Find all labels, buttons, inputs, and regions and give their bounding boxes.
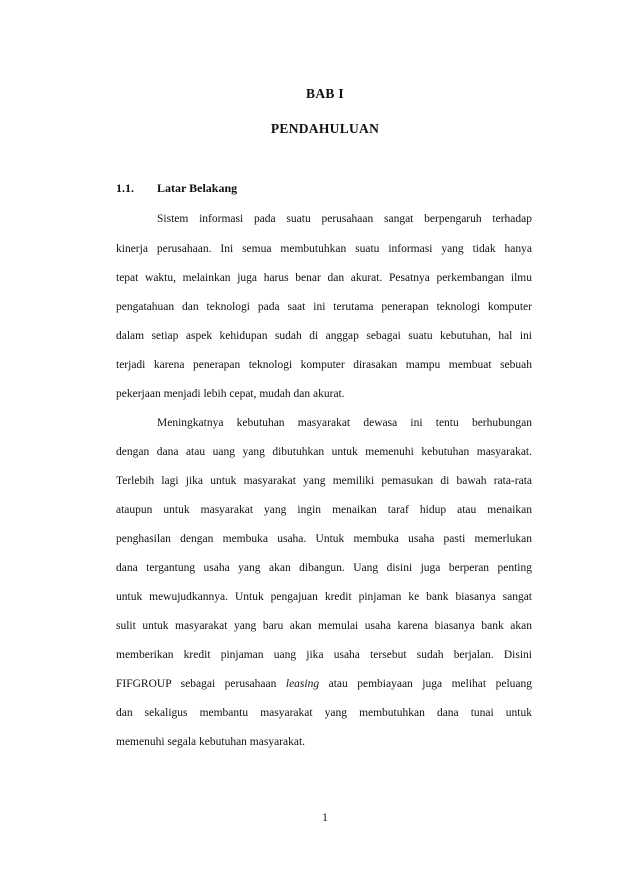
paragraph-2-line: memenuhi segala kebutuhan masyarakat. xyxy=(116,736,306,748)
paragraph-2-line: Meningkatnya kebutuhan masyarakat dewasa ini tentu berhubungan xyxy=(157,417,532,429)
paragraph-2-line: penghasilan dengan membuka usaha. Untuk membuka usaha pasti memerlukan xyxy=(116,533,532,545)
paragraph-1-line: Sistem informasi pada suatu perusahaan sangat berpengaruh terhadap xyxy=(157,213,532,225)
chapter-number: BAB I xyxy=(306,86,344,101)
paragraph-2-line: memberikan kredit pinjaman uang jika usaha tersebut sudah berjalan. Disini xyxy=(116,649,532,661)
paragraph-2-line: untuk mewujudkannya. Untuk pengajuan kredit pinjaman ke bank biasanya sangat xyxy=(116,591,532,603)
paragraph-2-line: Terlebih lagi jika untuk masyarakat yang memiliki pemasukan di bawah rata-rata xyxy=(116,475,532,487)
paragraph-2-line: dengan dana atau uang yang dibutuhkan untuk memenuhi kebutuhan masyarakat. xyxy=(116,446,532,458)
paragraph-2-line: FIFGROUP sebagai perusahaan leasing atau pembiayaan juga melihat peluang xyxy=(116,678,532,690)
paragraph-1-line: tepat waktu, melainkan juga harus benar dan akurat. Pesatnya perkembangan ilmu xyxy=(116,272,532,284)
paragraph-2-line: sulit untuk masyarakat yang baru akan memulai usaha karena biasanya bank akan xyxy=(116,620,532,632)
leasing-term: leasing xyxy=(285,678,320,690)
paragraph-2-line: ataupun untuk masyarakat yang ingin menaikan taraf hidup atau menaikan xyxy=(116,504,532,516)
paragraph-1-line: kinerja perusahaan. Ini semua membutuhkan suatu informasi yang tidak hanya xyxy=(116,243,532,255)
paragraph-1-line: terjadi karena penerapan teknologi komputer dirasakan mampu membuat sebuah xyxy=(116,359,532,371)
paragraph-2-line: dana tergantung usaha yang akan dibangun. Uang disini juga berperan penting xyxy=(116,562,532,574)
paragraph-1-line: pengatahuan dan teknologi pada saat ini terutama penerapan teknologi komputer xyxy=(116,301,532,313)
section-number: 1.1. xyxy=(116,181,134,195)
paragraph-1-line: dalam setiap aspek kehidupan sudah di anggap sebagai suatu kebutuhan, hal ini xyxy=(116,330,532,342)
paragraph-2-line: dan sekaligus membantu masyarakat yang membutuhkan dana tunai untuk xyxy=(116,707,532,719)
paragraph-1-line: pekerjaan menjadi lebih cepat, mudah dan akurat. xyxy=(116,388,345,400)
page-number: 1 xyxy=(322,812,328,824)
chapter-title: PENDAHULUAN xyxy=(270,121,380,136)
section-title: Latar Belakang xyxy=(157,181,238,195)
